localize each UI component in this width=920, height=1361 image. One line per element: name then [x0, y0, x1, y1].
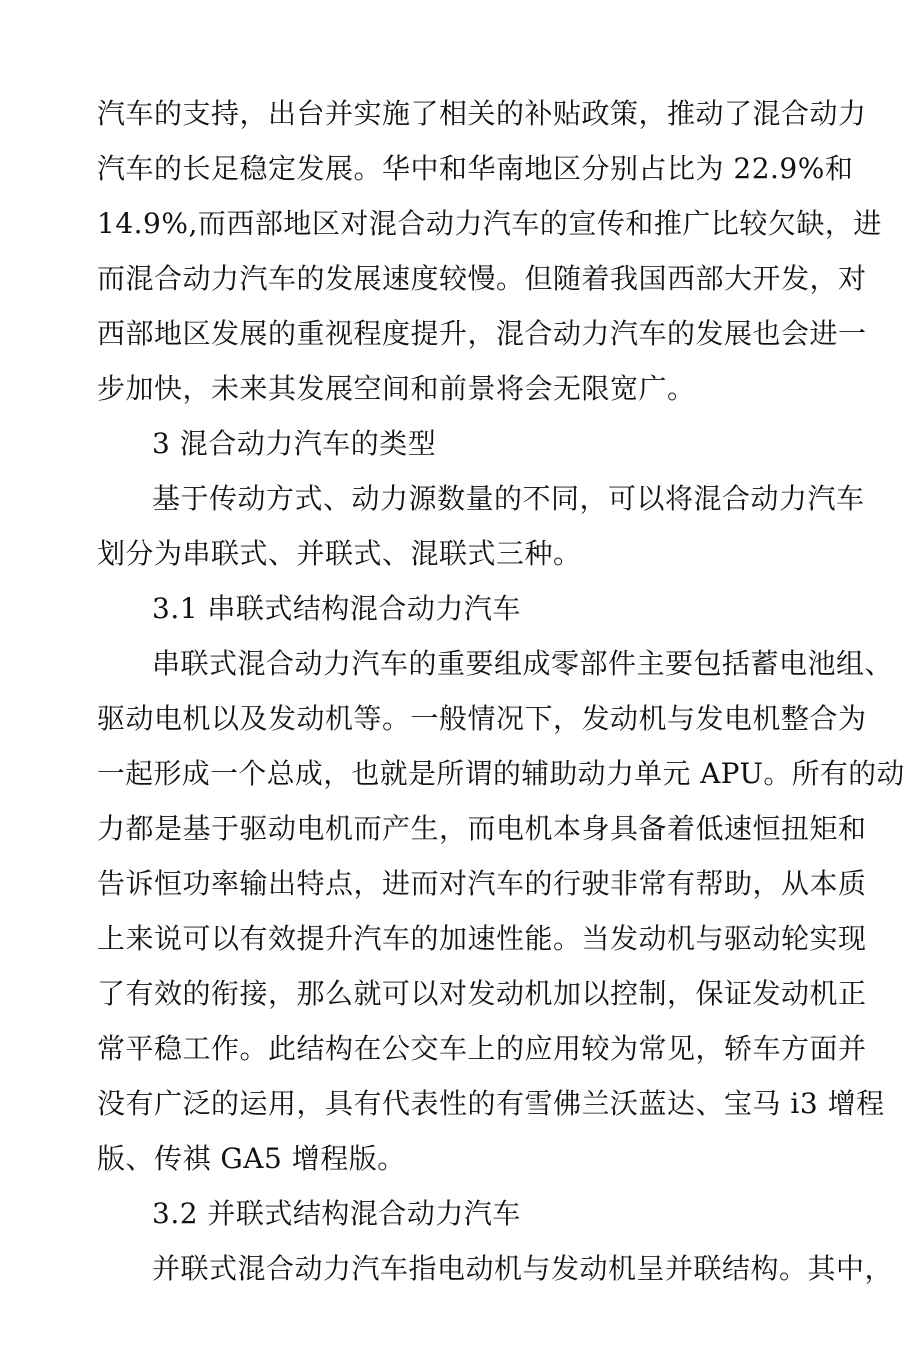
body-text-line: 版、传祺 GA5 增程版。 [97, 1142, 406, 1175]
body-text-line: 了有效的衔接，那么就可以对发动机加以控制，保证发动机正 [97, 977, 867, 1010]
paragraph-first-line: 并联式混合动力汽车指电动机与发动机呈并联结构。其中， [152, 1252, 894, 1285]
section-heading: 3 混合动力汽车的类型 [152, 427, 437, 460]
paragraph-first-line: 基于传动方式、动力源数量的不同，可以将混合动力汽车 [152, 482, 865, 515]
body-text-line: 步加快，未来其发展空间和前景将会无限宽广。 [97, 372, 696, 405]
body-text-line: 西部地区发展的重视程度提升，混合动力汽车的发展也会进一 [97, 317, 867, 350]
subsection-heading: 3.1 串联式结构混合动力汽车 [152, 592, 521, 625]
body-text-line: 而混合动力汽车的发展速度较慢。但随着我国西部大开发，对 [97, 262, 867, 295]
body-text-line: 汽车的支持，出台并实施了相关的补贴政策，推动了混合动力 [97, 97, 867, 130]
body-text-line: 驱动电机以及发动机等。一般情况下，发动机与发电机整合为 [97, 702, 867, 735]
body-text-line: 常平稳工作。此结构在公交车上的应用较为常见，轿车方面并 [97, 1032, 867, 1065]
body-text-line: 力都是基于驱动电机而产生，而电机本身具备着低速恒扭矩和 [97, 812, 867, 845]
body-text-line: 一起形成一个总成，也就是所谓的辅助动力单元 APU。所有的动 [97, 757, 905, 790]
body-text-line: 汽车的长足稳定发展。华中和华南地区分别占比为 22.9%和 [97, 152, 854, 185]
body-text-line: 没有广泛的运用，具有代表性的有雪佛兰沃蓝达、宝马 i3 增程 [97, 1087, 885, 1120]
body-text-line: 上来说可以有效提升汽车的加速性能。当发动机与驱动轮实现 [97, 922, 867, 955]
body-text-line: 划分为串联式、并联式、混联式三种。 [97, 537, 582, 570]
body-text-line: 告诉恒功率输出特点，进而对汽车的行驶非常有帮助，从本质 [97, 867, 867, 900]
subsection-heading: 3.2 并联式结构混合动力汽车 [152, 1197, 521, 1230]
body-text-line: 14.9%,而西部地区对混合动力汽车的宣传和推广比较欠缺，进 [97, 207, 882, 240]
paragraph-first-line: 串联式混合动力汽车的重要组成零部件主要包括蓄电池组、 [152, 647, 894, 680]
